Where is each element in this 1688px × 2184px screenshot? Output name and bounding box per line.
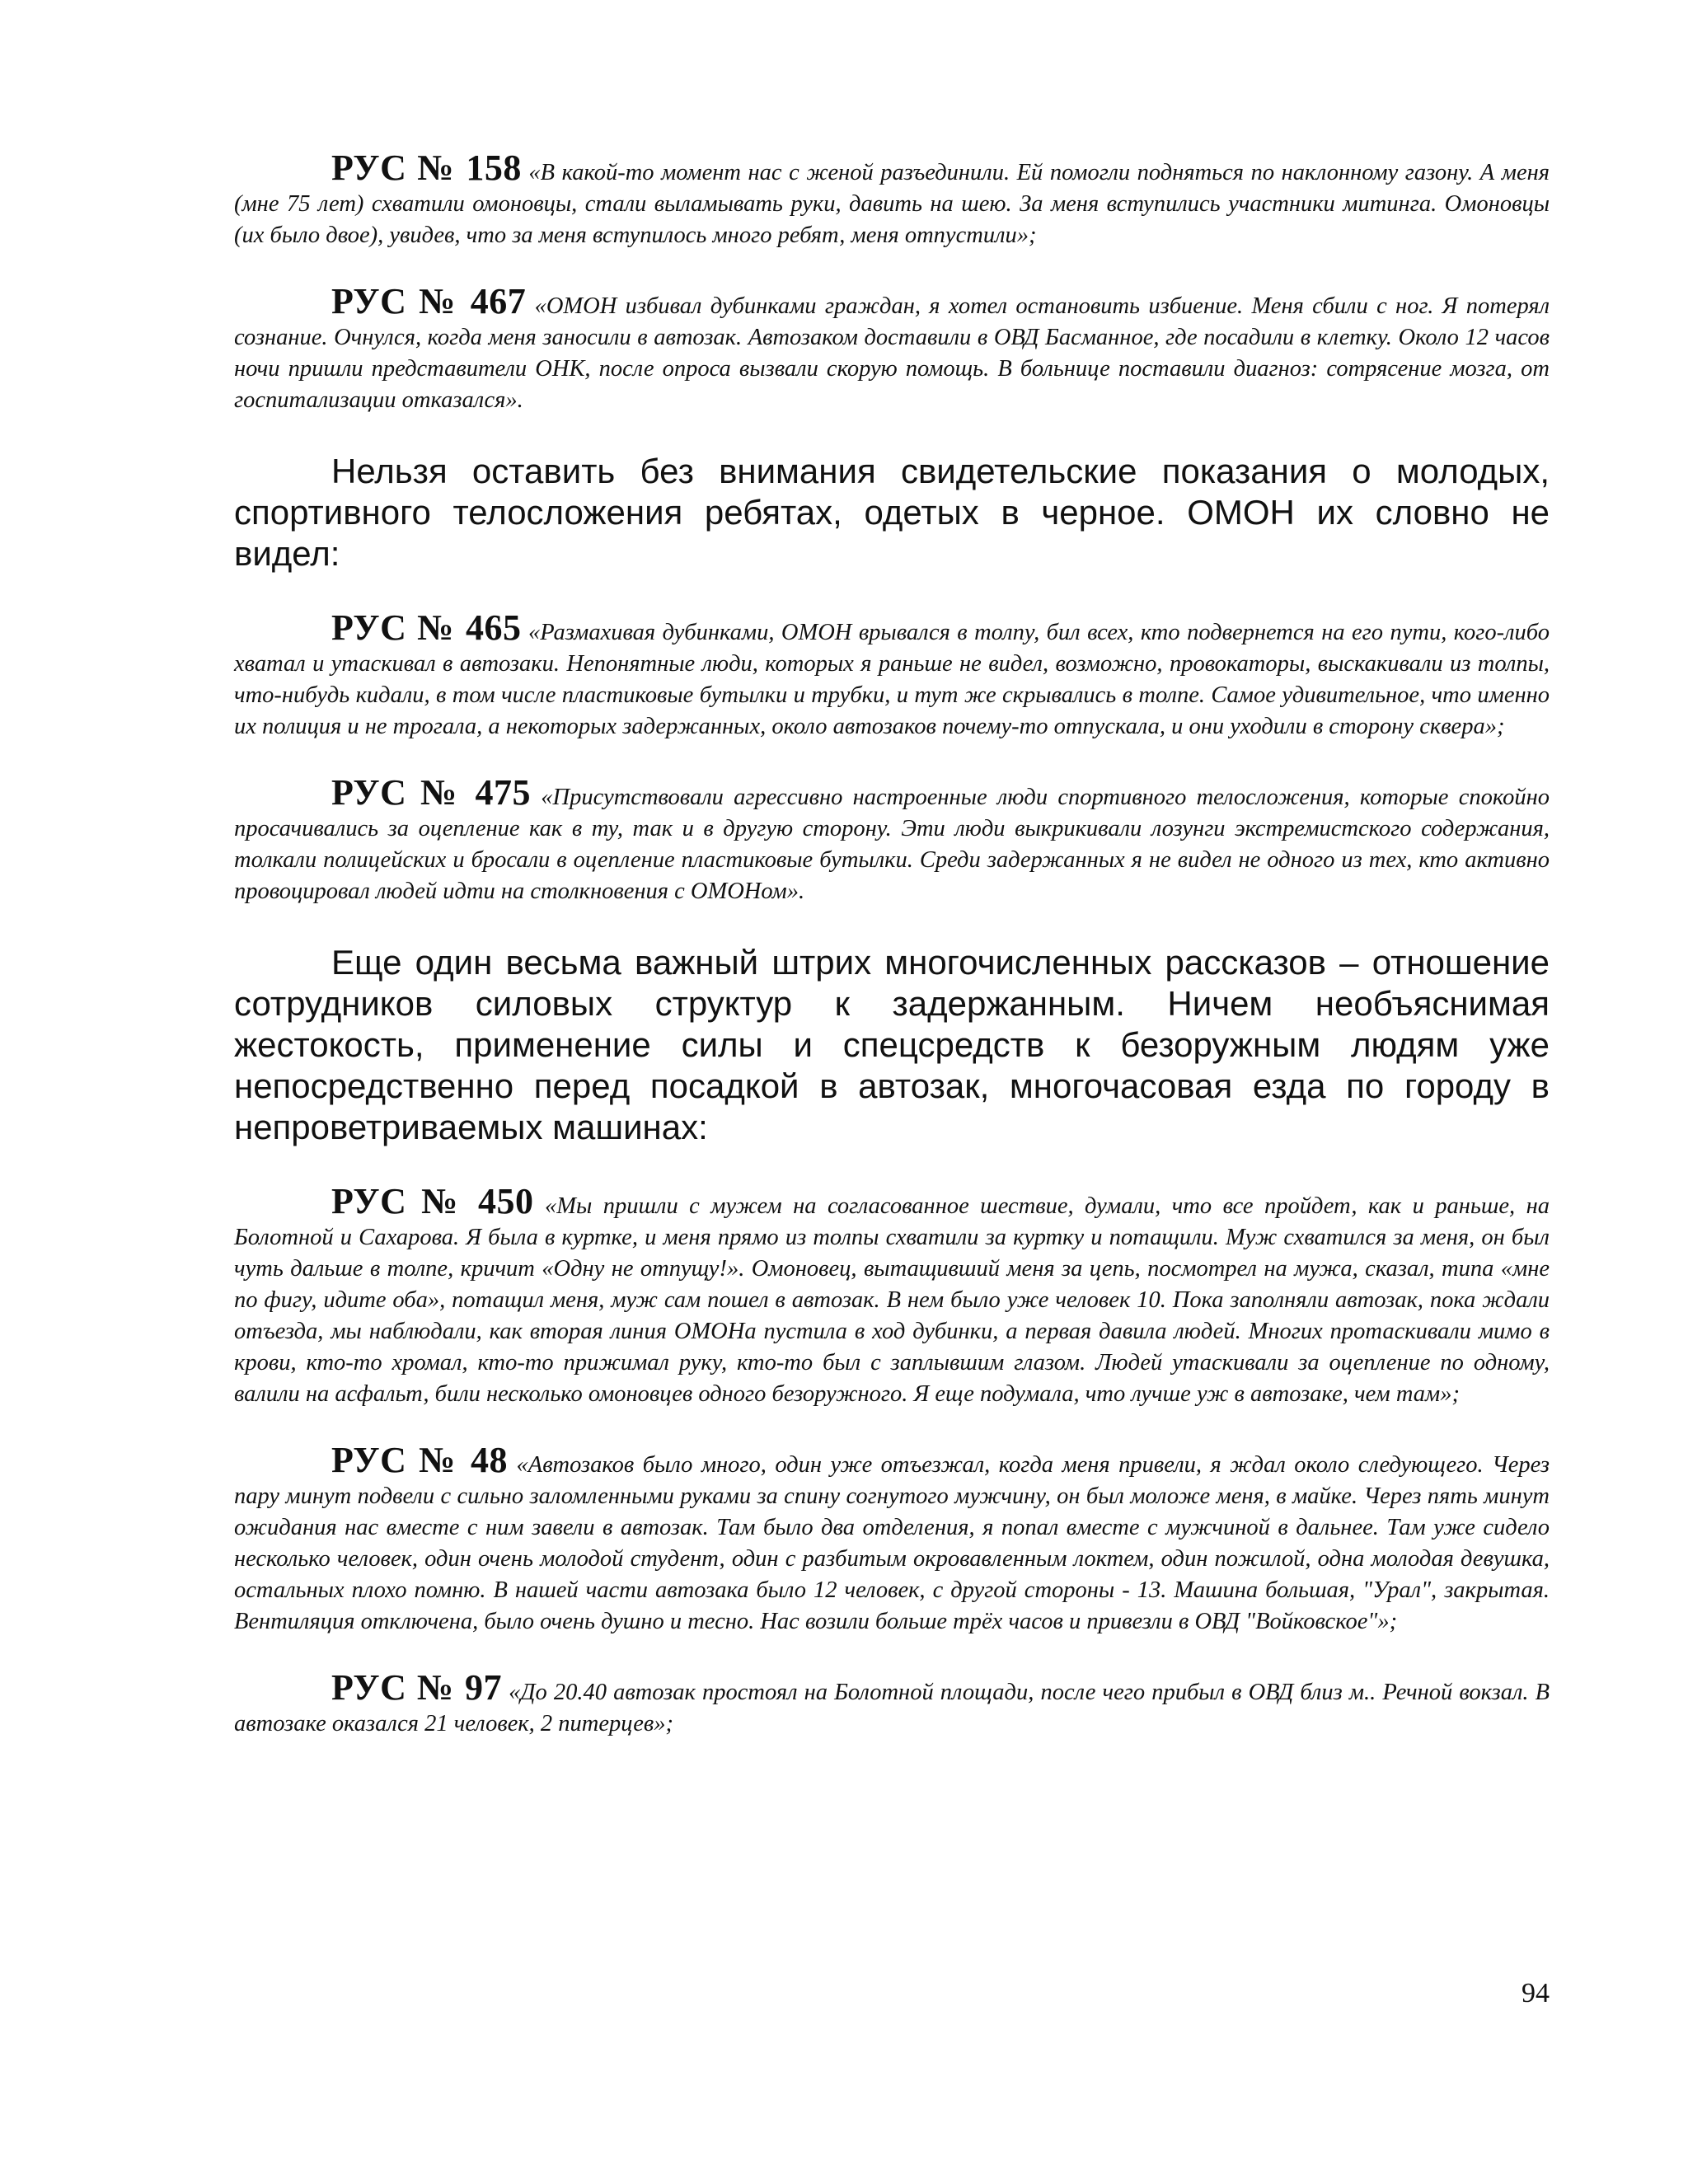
testimony-48 bbox=[234, 1440, 1550, 1638]
testimony-450 bbox=[234, 1181, 1550, 1410]
testimony-quote: «ОМОН избивал дубинками граждан, я хотел остановить избиение. Меня сбили с ног. Я потерял сознание. Очнулся, когда меня заносили в автозак. Автозаком доставили в ОВД Басманное, где посадили в клетку. Около 12 часов ночи пришли представители ОНК, после опроса вызвали скорую помощь. В больнице поставили диагноз: сотрясение мозга, от госпитализации отказался». bbox=[234, 293, 1550, 413]
page-number: 94 bbox=[1522, 1978, 1550, 2008]
testimony-467 bbox=[234, 281, 1550, 416]
testimony-quote: «Присутствовали агрессивно настроенные люди спортивного телосложения, которые спокойно просачивались за оцепление как в ту, так и в другую сторону. Эти люди выкрикивали лозунги экстремистского содержания, толкали полицейских и бросали в оцепление пластиковые бутылки. Среди задержанных я не видел не одного из тех, кто активно провоцировал людей идти на столкновения с ОМОНом». bbox=[234, 785, 1550, 904]
testimony-ref: РУС № 158 bbox=[331, 148, 522, 188]
page-body bbox=[234, 148, 1550, 1774]
testimony-475 bbox=[234, 772, 1550, 907]
testimony-ref: РУС № 467 bbox=[331, 281, 527, 321]
testimony-465 bbox=[234, 607, 1550, 743]
testimony-97 bbox=[234, 1667, 1550, 1740]
testimony-ref: РУС № 465 bbox=[331, 607, 522, 648]
testimony-ref: РУС № 97 bbox=[331, 1667, 503, 1708]
testimony-quote: «До 20.40 автозак простоял на Болотной площади, после чего прибыл в ОВД близ м.. Речной вокзал. В автозаке оказался 21 человек, 2 питерцев»; bbox=[234, 1680, 1550, 1736]
testimony-158 bbox=[234, 148, 1550, 251]
testimony-quote: «Размахивая дубинками, ОМОН врывался в толпу, бил всех, кто подвернется на его пути, кого-либо хватал и утаскивал в автозаки. Непонятные люди, которых я раньше не видел, возможно, провокаторы, выскакивали из толпы, что-нибудь кидали, в том числе пластиковые бутылки и трубки, и тут же скрывались в толпе. Самое удивительное, что именно их полиция и не трогала, а некоторых задержанных, около автозаков почему-то отпускала, и они уходили в сторону сквера»; bbox=[234, 620, 1550, 739]
testimony-quote: «В какой-то момент нас с женой разъединили. Ей помогли подняться по наклонному газону. А меня (мне 75 лет) схватили омоновцы, стали выламывать руки, давить на шею. За меня вступились участники митинга. Омоновцы (их было двое), увидев, что за меня вступилось много ребят, меня отпустили»; bbox=[234, 160, 1550, 248]
testimony-ref: РУС № 450 bbox=[331, 1181, 534, 1221]
narrative-paragraph: Нельзя оставить без внимания свидетельские показания о молодых, спортивного телосложения ребятах, одетых в черное. ОМОН их словно не видел: bbox=[234, 452, 1550, 573]
testimony-quote: «Автозаков было много, один уже отъезжал, когда меня привели, я ждал около следующего. Через пару минут подвели с сильно заломленными руками за спину согнутого мужчину, он был моложе меня, в майке. Через пять минут ожидания нас вместе с ним завели в автозак. Там было два отделения, я попал вместе с мужчиной в дальнее. Там уже сидело несколько человек, один очень молодой студент, один с разбитым окровавленным локтем, один пожилой, одна молодая девушка, остальных плохо помню. В нашей части автозака было 12 человек, с другой стороны - 13. Машина большая, "Урал", закрытая. Вентиляция отключена, было очень душно и тесно. Нас возили больше трёх часов и привезли в ОВД "Войковское"»; bbox=[234, 1452, 1550, 1634]
testimony-quote: «Мы пришли с мужем на согласованное шествие, думали, что все пройдет, как и раньше, на Болотной и Сахарова. Я была в куртке, и меня прямо из толпы схватили за куртку и потащили. Муж схватился за меня, он был чуть дальше в толпе, кричит «Одну не отпущу!». Омоновец, вытащивший меня за цепь, посмотрел на мужа, сказал, типа «мне по фигу, идите оба», потащил меня, муж сам пошел в автозак. В нем было уже человек 10. Пока заполняли автозак, пока ждали отъезда, мы наблюдали, как вторая линия ОМОНа пустила в ход дубинки, а первая давила людей. Многих протаскивали мимо в крови, кто-то хромал, кто-то прижимал руку, кто-то был с заплывшим глазом. Людей утаскивали за оцепление по одному, валили на асфальт, били несколько омоновцев одного безоружного. Я еще подумала, что лучше уж в автозаке, чем там»; bbox=[234, 1193, 1550, 1407]
testimony-ref: РУС № 48 bbox=[331, 1440, 509, 1480]
narrative-paragraph: Еще один весьма важный штрих многочисленных рассказов – отношение сотрудников силовых структур к задержанным. Ничем необъяснимая жестокость, применение силы и спецсредств к безоружным людям уже непосредственно перед посадкой в автозак, многочасовая езда по городу в непроветриваемых машинах: bbox=[234, 943, 1550, 1146]
testimony-ref: РУС № 475 bbox=[331, 772, 531, 813]
